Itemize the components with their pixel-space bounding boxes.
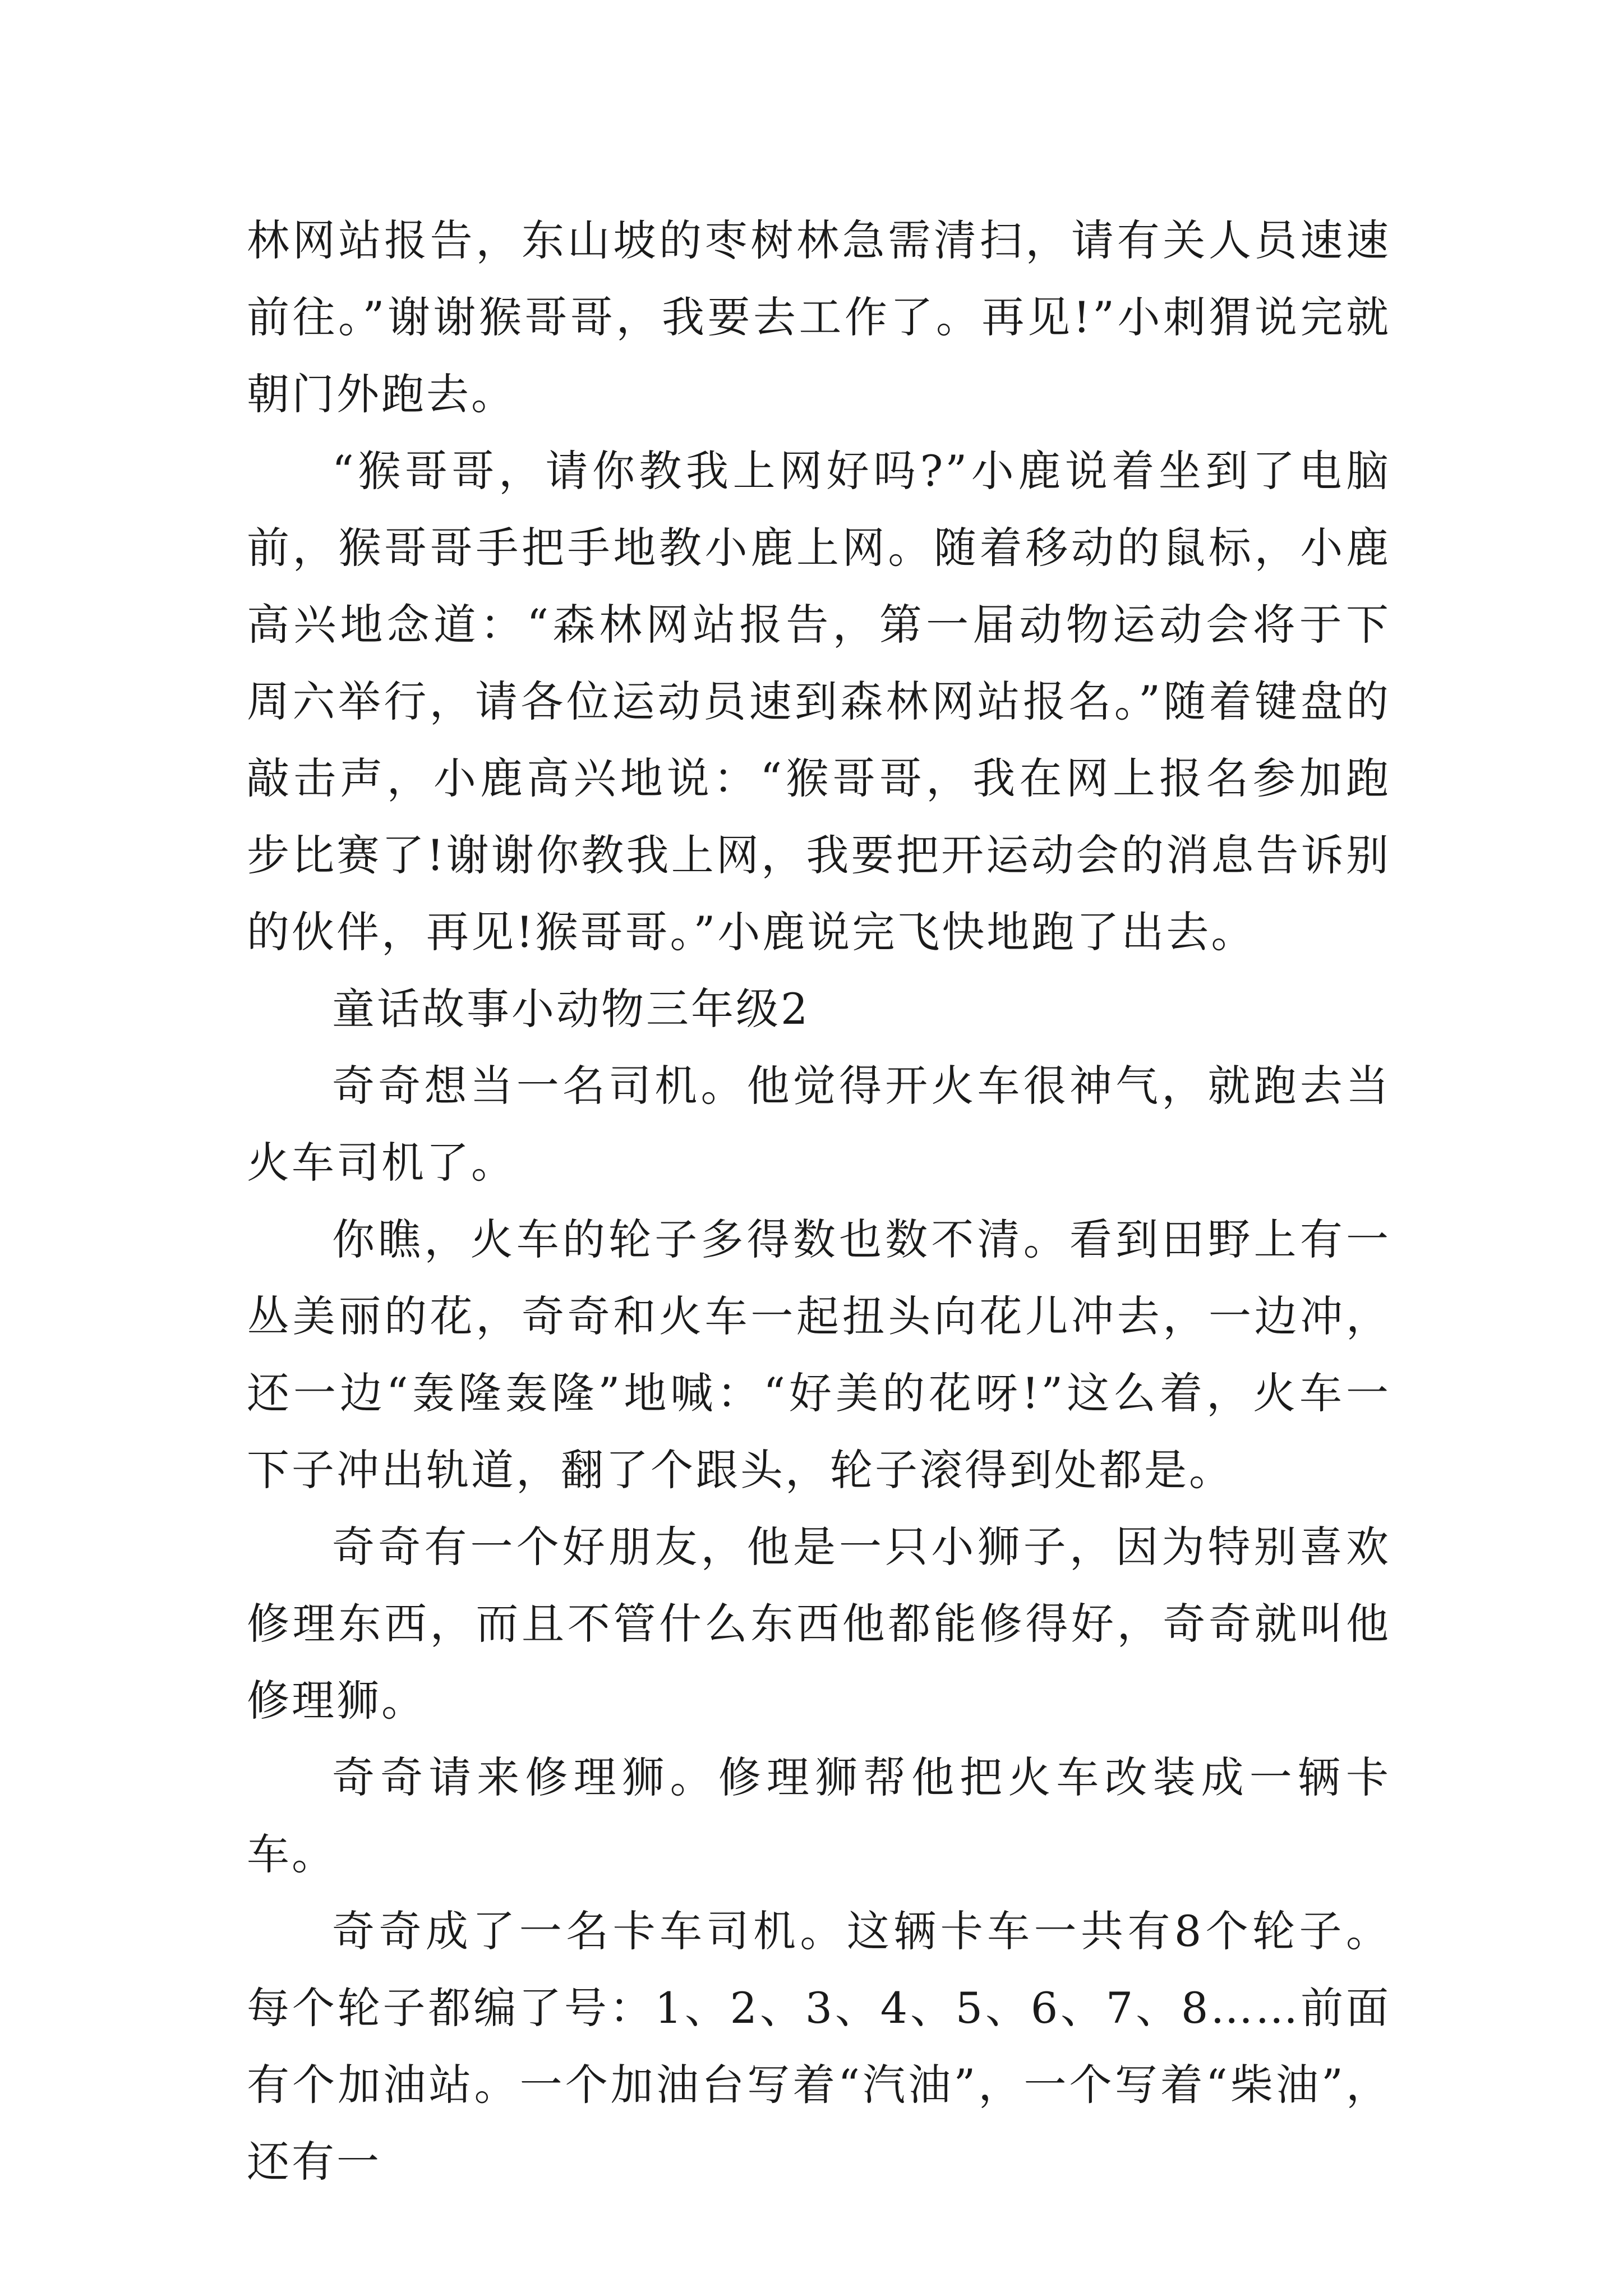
- paragraph-5: 奇奇有一个好朋友，他是一只小狮子，因为特别喜欢修理东西，而且不管什么东西他都能修得好，奇奇就叫他修理狮。: [247, 1522, 1391, 1726]
- paragraph-6: 奇奇请来修理狮。修理狮帮他把火车改装成一辆卡车。: [247, 1752, 1391, 1879]
- paragraph-2: “猴哥哥，请你教我上网好吗?”小鹿说着坐到了电脑前，猴哥哥手把手地教小鹿上网。随着移动的鼠标，小鹿高兴地念道：“森林网站报告，第一届动物运动会将于下周六举行，请各位运动员速到森林网站报名。”随着键盘的敲击声，小鹿高兴地说：“猴哥哥，我在网上报名参加跑步比赛了!谢谢你教我上网，我要把开运动会的消息告诉别的伙伴，再见!猴哥哥。”小鹿说完飞快地跑了出去。: [247, 446, 1391, 957]
- paragraph-4: 你瞧，火车的轮子多得数也数不清。看到田野上有一丛美丽的花，奇奇和火车一起扭头向花儿冲去，一边冲，还一边“轰隆轰隆”地喊：“好美的花呀!”这么着，火车一下子冲出轨道，翻了个跟头，轮子滚得到处都是。: [247, 1214, 1391, 1495]
- paragraph-1: 林网站报告，东山坡的枣树林急需清扫，请有关人员速速前往。”谢谢猴哥哥，我要去工作了。再见!”小刺猬说完就朝门外跑去。: [247, 215, 1391, 419]
- paragraph-3: 奇奇想当一名司机。他觉得开火车很神气，就跑去当火车司机了。: [247, 1061, 1391, 1188]
- paragraph-7: 奇奇成了一名卡车司机。这辆卡车一共有8个轮子。每个轮子都编了号：1、2、3、4、5、6、7、8……前面有个加油站。一个加油台写着“汽油”，一个写着“柴油”，还有一: [247, 1906, 1391, 2187]
- document-body: [247, 202, 1391, 2200]
- section-heading: 童话故事小动物三年级2: [332, 984, 810, 1034]
